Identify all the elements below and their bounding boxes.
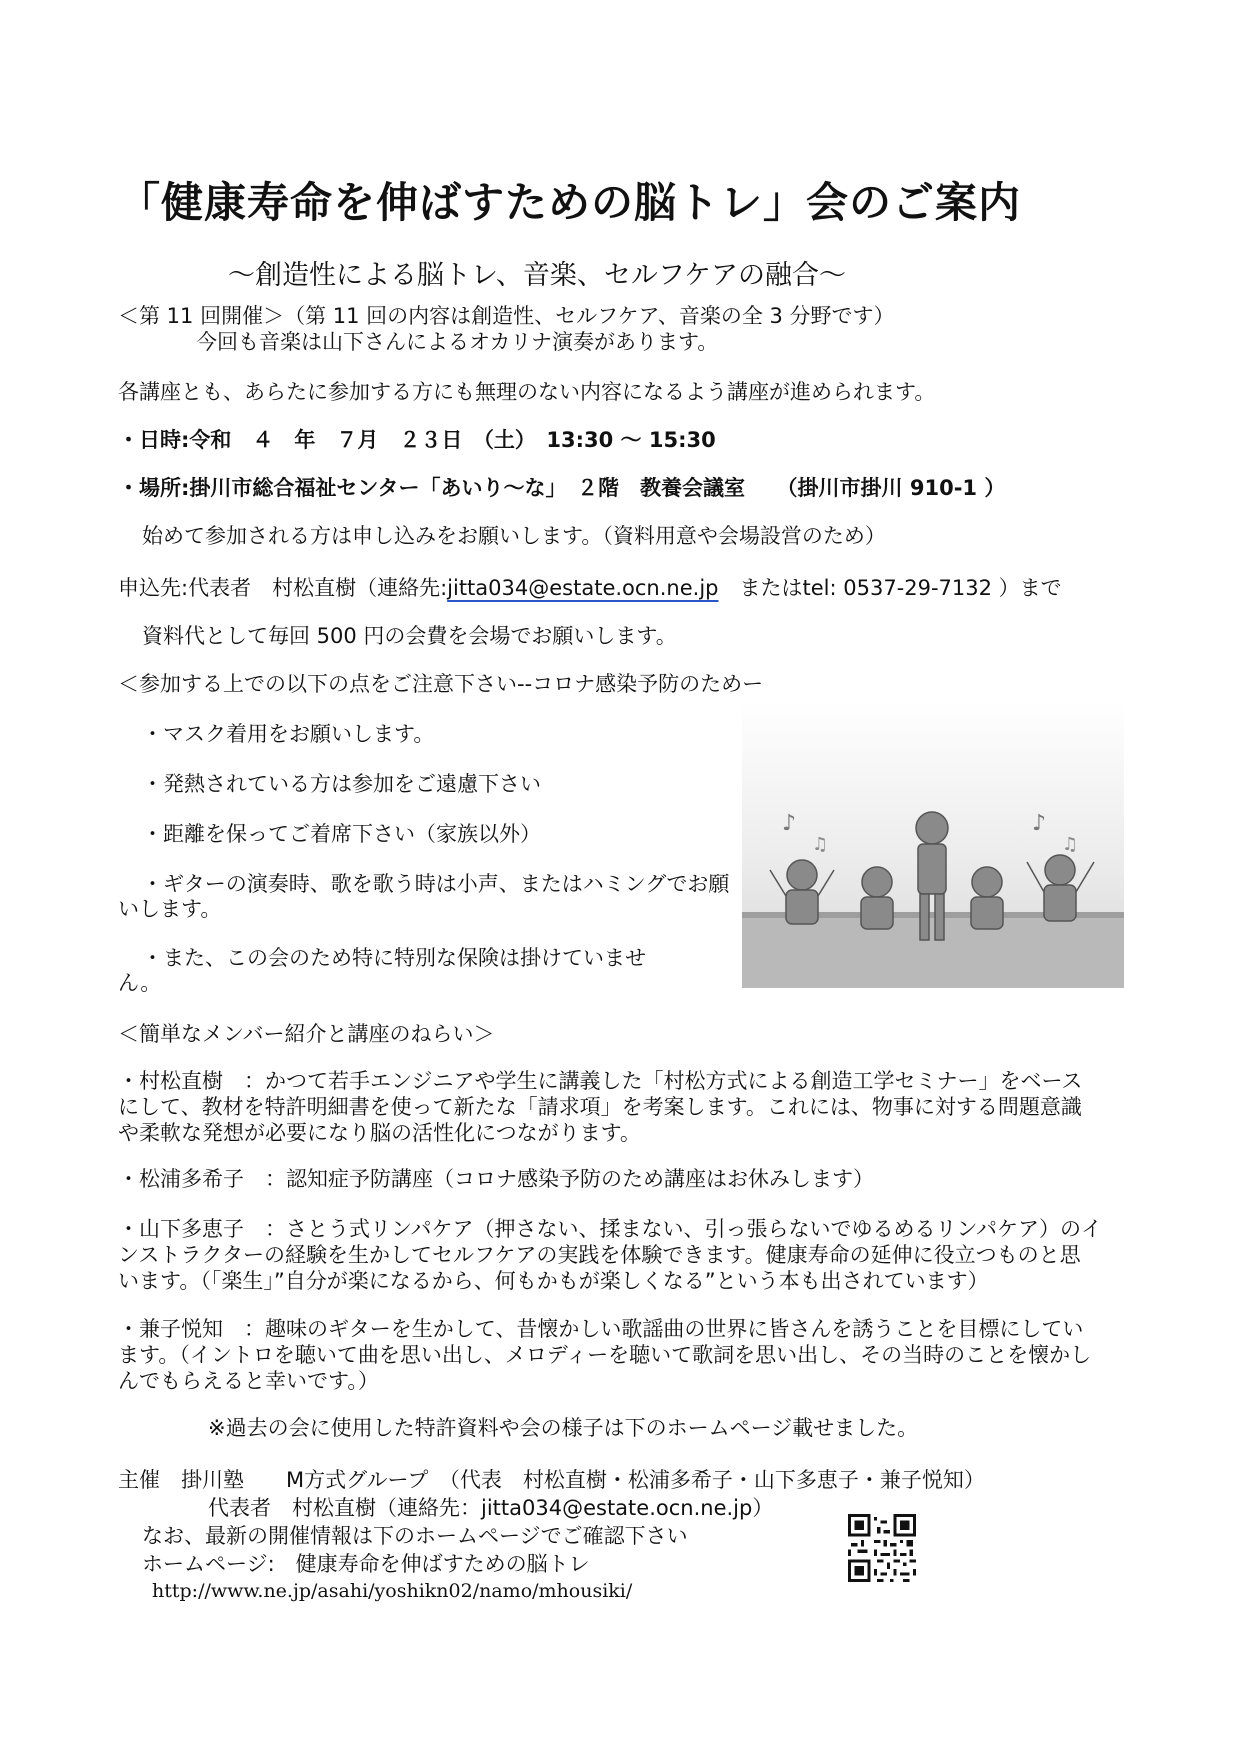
member-muramatsu [118,1068,1128,1146]
session-info: ＜第 11 回開催＞（第 11 回の内容は創造性、セルフケア、音楽の全 3 分野です） [118,304,895,328]
application-suffix: またはtel: 0537-29-7132 ）まで [718,576,1062,600]
member-line: ・兼子悦知 ：趣味のギターを生かして、昔懐かしい歌謡曲の世界に皆さんを誘うことを目標にしてい [118,1317,1084,1341]
svg-text:♪: ♪ [782,811,797,836]
caution-item: ・距離を保ってご着席下さい（家族以外） [142,822,541,846]
singing-people-illustration [742,700,1124,988]
past-sessions-note: ※過去の会に使用した特許資料や会の様子は下のホームページ載せました。 [208,1416,919,1440]
organizer-line: 主催 掛川塾 M方式グループ （代表 村松直樹・松浦多希子・山下多恵子・兼子悦知） [118,1468,985,1492]
member-matsuura [118,1166,1128,1192]
application-contact [118,572,1062,602]
member-line: ・村松直樹 ：かつて若手エンジニアや学生に講義した「村松方式による創造工学セミナー」をベース [118,1069,1083,1093]
caution-item: ・発熱されている方は参加をご遠慮下さい [142,772,541,796]
member-kaneko [118,1316,1128,1394]
svg-text:♫: ♫ [812,834,829,855]
caution-item: ・ギターの演奏時、歌を歌う時は小声、またはハミングでお願 [142,872,730,896]
member-line: ・山下多恵子 ：さとう式リンパケア（押さない、揉まない、引っ張らないでゆるめるリンパケア）のイ [118,1217,1103,1241]
event-venue: ・場所:掛川市総合福祉センター「あいり～な」 ２階 教養会議室 （掛川市掛川 910-1 ） [118,476,1006,500]
member-line: んでもらえると幸いです。） [118,1369,379,1393]
page-title: 「健康寿命を伸ばすための脳トレ」会のご案内 [118,178,1022,227]
fee-note: 資料代として毎回 500 円の会費を会場でお願いします。 [142,624,677,648]
member-line: います。（「楽生」”自分が楽になるから、何もかもが楽しくなる”という本も出されています） [118,1269,989,1293]
homepage-label: ホームページ: 健康寿命を伸ばすための脳トレ [142,1552,590,1576]
member-line: や柔軟な発想が必要になり脳の活性化につながります。 [118,1121,641,1145]
member-line: ます。（イントロを聴いて曲を思い出し、メロディーを聴いて歌詞を思い出し、その当時のことを懐かし [118,1343,1092,1367]
intro-text: 各講座とも、あらたに参加する方にも無理のない内容になるよう講座が進められます。 [118,380,936,404]
latest-info-note: なお、最新の開催情報は下のホームページでご確認下さい [142,1524,688,1548]
member-line: ・松浦多希子 ：認知症予防講座（コロナ感染予防のため講座はお休みします） [118,1167,874,1191]
page-subtitle: ～創造性による脳トレ、音楽、セルフケアの融合～ [228,260,847,291]
first-time-note: 始めて参加される方は申し込みをお願いします。（資料用意や会場設営のため） [142,524,886,548]
application-prefix: 申込先:代表者 村松直樹（連絡先: [118,576,448,600]
caution-item: ・マスク着用をお願いします。 [142,722,435,746]
member-yamashita [118,1216,1128,1294]
caution-heading: ＜参加する上での以下の点をご注意下さい--コロナ感染予防のためー [118,672,764,696]
caution-item-continued: ん。 [118,971,162,995]
homepage-url[interactable]: http://www.ne.jp/asahi/yoshikn02/namo/mhousiki/ [152,1580,633,1602]
contact-email-link[interactable]: jitta034@estate.ocn.ne.jp [447,576,719,600]
qr-code-icon [848,1514,916,1582]
svg-text:♫: ♫ [1062,834,1079,855]
svg-text:♪: ♪ [1032,811,1047,836]
caution-item: ・また、この会のため特に特別な保険は掛けていませ [142,946,646,970]
session-music-note: 今回も音楽は山下さんによるオカリナ演奏があります。 [196,330,719,354]
caution-item-continued: いします。 [118,897,222,921]
event-datetime: ・日時:令和 ４ 年 ７月 ２３日 （土） 13:30 ～ 15:30 [118,428,716,452]
representative-line: 代表者 村松直樹（連絡先：jitta034@estate.ocn.ne.jp） [208,1496,774,1520]
member-line: にして、教材を特許明細書を使って新たな「請求項」を考案します。これには、物事に対する問題意識 [118,1095,1082,1119]
members-heading: ＜簡単なメンバー紹介と講座のねらい＞ [118,1022,495,1046]
member-line: ンストラクターの経験を生かしてセルフケアの実践を体験できます。健康寿命の延伸に役立つものと思 [118,1243,1081,1267]
